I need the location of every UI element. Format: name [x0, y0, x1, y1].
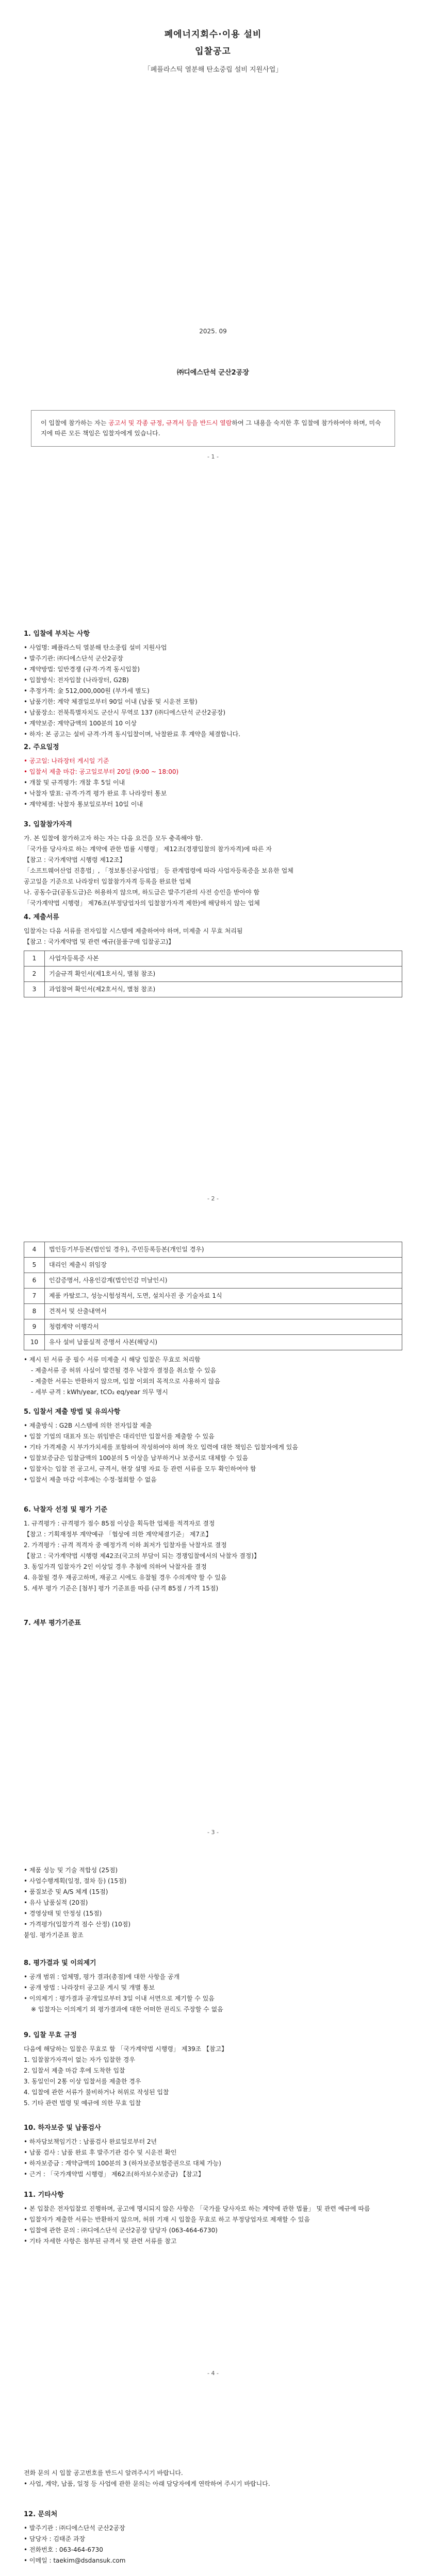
notice-text-after: 하여 그 내용을 숙지한 후 입찰에 참가하여야 하며, 미숙지에 따른 모든 책임은 입찰자에게 있습니다.: [41, 419, 381, 437]
table-cell-item: 대리인 제출시 위임장: [45, 1258, 402, 1273]
notice-text-before: 이 입찰에 참가하는 자는: [41, 419, 109, 427]
text-line: • 입찰방식: 전자입찰 (나라장터, G2B): [24, 676, 129, 684]
text-line: 1. 규격평가 : 규격평가 점수 85점 이상을 획득한 업체를 적격자로 결정: [24, 1519, 215, 1527]
text-line: • 하자: 본 공고는 설비 규격·가격 동시입찰이며, 낙찰완료 후 계약을 체결합니다.: [24, 730, 241, 738]
text-line: 붙임. 평가기준표 참조: [24, 1931, 84, 1939]
doc-subtitle: 「폐플라스틱 열분해 탄소중립 설비 지원사업」: [143, 66, 283, 74]
text-line: • 공개 범위 : 업체명, 평가 결과(총점)에 대한 사항을 공개: [24, 1973, 180, 1980]
table-cell-item: 과업참여 확인서(제2호서식, 별첨 참조): [45, 981, 402, 997]
section-heading: 1. 입찰에 부치는 사항: [24, 630, 90, 638]
table-cell-no: 6: [24, 1273, 45, 1289]
table-cell-no: 4: [24, 1242, 45, 1258]
title-block: [0, 27, 426, 74]
text-line: • 발주기관: ㈜디에스단석 군산2공장: [24, 654, 123, 662]
text-line: • 본 입찰은 전자입찰로 진행하며, 공고에 명시되지 않은 사항은 「국가를 당사자로 하는 계약에 관한 법률」 및 관련 예규에 따름: [24, 2205, 370, 2212]
section-heading: 7. 세부 평가기준표: [24, 1619, 81, 1627]
text-line: • 사업, 계약, 납품, 일정 등 사업에 관한 문의는 아래 담당자에게 연락하여 주시기 바랍니다.: [24, 2480, 270, 2487]
doc-date: 2025. 09: [199, 328, 227, 335]
doc-table-1: [24, 951, 402, 997]
text-line: 「국가를 당사자로 하는 계약에 관한 법률 시행령」 제12조(경쟁입찰의 참가자격)에 따른 자: [24, 845, 272, 853]
section-4: [24, 912, 402, 997]
section-2: [24, 742, 402, 810]
table-cell-item: 기술규격 확인서(제1호서식, 별첨 참조): [45, 966, 402, 981]
text-line: - 제출한 서류는 반환하지 않으며, 입찰 이외의 목적으로 사용하지 않음: [31, 1378, 221, 1385]
section-5: [24, 1406, 402, 1485]
text-line: • 유사 납품실적 (20점): [24, 1899, 88, 1906]
section-4-cont: [24, 1242, 402, 1398]
table-cell-no: 2: [24, 966, 45, 981]
table-row: [24, 951, 402, 966]
text-line: • 품질보증 및 A/S 체계 (15점): [24, 1888, 108, 1895]
doc-title-line2: 입찰공고: [195, 46, 231, 57]
text-line: - 제출서류 중 허위 사실이 발견될 경우 낙찰자 결정을 취소할 수 있음: [31, 1367, 217, 1374]
text-line: • 입찰서 제출 마감 이후에는 수정·철회할 수 없음: [24, 1476, 157, 1483]
table-cell-item: 청렴계약 이행각서: [45, 1319, 402, 1335]
table-row: [24, 1289, 402, 1304]
text-line: 다음에 해당하는 입찰은 무효로 함 「국가계약법 시행령」 제39조 【참고】: [24, 2045, 228, 2053]
text-line: • 계약방법: 일반경쟁 (규격·가격 동시입찰): [24, 665, 140, 673]
page-number: - 1 -: [207, 453, 219, 460]
section-9: [24, 2030, 402, 2109]
text-line: • 하자담보책임기간 : 납품검사 완료일로부터 2년: [24, 2138, 157, 2145]
text-line: • 전화번호 : 063-464-6730: [24, 2546, 103, 2553]
issuing-org: ㈜디에스단석 군산2공장: [177, 369, 249, 377]
doc-title-line1: 폐에너지회수·이용 설비: [164, 29, 262, 40]
text-line: 「소프트웨어산업 진흥법」, 「정보통신공사업법」 등 관계법령에 따라 사업자등록증을 보유한 업체: [24, 867, 293, 874]
table-cell-item: 견적서 및 산출내역서: [45, 1304, 402, 1319]
page-4: [0, 1855, 426, 2452]
table-row: [24, 1242, 402, 1258]
text-line: • 경영상태 및 안정성 (15점): [24, 1910, 102, 1917]
text-line: 5. 세부 평가 기준은 [첨부] 평가 기준표를 따름 (규격 85점 / 가격 15점): [24, 1584, 219, 1592]
text-line: • 납품기한: 계약 체결일로부터 90일 이내 (납품 및 시운전 포함): [24, 698, 198, 705]
text-line: 【참고 : 국가계약법 시행령 제12조】: [24, 856, 126, 863]
page-2: [0, 618, 426, 1221]
table-row: [24, 1335, 402, 1350]
text-line: - 세부 규격 : kWh/year, tCO₂ eq/year 의무 명시: [31, 1388, 168, 1396]
text-line: 3. 동일가격 입찰자가 2인 이상일 경우 추첨에 의하여 낙찰자를 결정: [24, 1563, 207, 1570]
text-line: • 입찰자는 입찰 전 공고서, 규격서, 현장 설명 자료 등 관련 서류를 모두 확인하여야 함: [24, 1465, 256, 1472]
section-heading: 2. 주요일정: [24, 743, 59, 751]
text-line: 3. 동일인이 2통 이상 입찰서를 제출한 경우: [24, 2077, 141, 2085]
table-cell-no: 5: [24, 1258, 45, 1273]
text-line: • 낙찰자 발표: 규격·가격 평가 완료 후 나라장터 통보: [24, 789, 167, 797]
section-7-heading: [24, 1618, 402, 1632]
text-line: 공고일을 기준으로 나라장터 입찰참가자격 등록을 완료한 업체: [24, 877, 191, 885]
page-number: - 4 -: [207, 2370, 219, 2377]
page-3: [0, 1236, 426, 1844]
section-heading: 12. 문의처: [24, 2511, 58, 2518]
page-1: [0, 0, 426, 613]
section-6: [24, 1504, 402, 1594]
text-line: • 입찰자가 제출한 서류는 반환하지 않으며, 허위 기재 시 입찰을 무효로 하고 부정당업자로 제재할 수 있음: [24, 2215, 310, 2223]
text-line: 2. 입찰서 제출 마감 후에 도착한 입찰: [24, 2066, 125, 2074]
text-line: 【참고 : 기획재정부 계약예규 「협상에 의한 계약체결기준」 제7조】: [24, 1530, 212, 1538]
text-line: ※ 입찰자는 이의제기 외 평가결과에 대한 어떠한 권리도 주장할 수 없음: [31, 2005, 223, 2013]
doc-table-2: [24, 1242, 402, 1350]
table-cell-no: 7: [24, 1289, 45, 1304]
text-line: • 공개 방법 : 나라장터 공고문 게시 및 개별 통보: [24, 1984, 155, 1991]
text-line: • 사업수행계획(일정, 절차 등) (15점): [24, 1877, 127, 1885]
table-cell-no: 8: [24, 1304, 45, 1319]
text-line: • 기타 자세한 사항은 첨부된 규격서 및 관련 서류를 참고: [24, 2237, 177, 2245]
text-line: • 입찰보증금은 입찰금액의 100분의 5 이상을 납부하거나 보증서로 대체할 수 있음: [24, 1454, 249, 1462]
table-cell-item: 제품 카탈로그, 성능시험성적서, 도면, 설치사진 중 기술자료 1식: [45, 1289, 402, 1304]
text-line: • 납품장소: 전북특별자치도 군산시 무역로 137 (㈜디에스단석 군산2공장): [24, 708, 226, 716]
text-line: • 하자보증금 : 계약금액의 100분의 3 (하자보증보험증권으로 대체 가능): [24, 2159, 221, 2167]
table-row: [24, 1304, 402, 1319]
text-line: • 계약보증: 계약금액의 100분의 10 이상: [24, 719, 137, 727]
text-line: • 담당자 : 김태준 과장: [24, 2535, 86, 2543]
text-line: • 제시 된 서류 중 필수 서류 미제출 시 해당 입찰은 무효로 처리함: [24, 1356, 201, 1363]
table-cell-no: 10: [24, 1335, 45, 1350]
section-11: [24, 2190, 402, 2247]
text-line: 【참고 : 국가계약법 및 관련 예규(물품구매 입찰공고)】: [24, 938, 175, 945]
table-cell-no: 9: [24, 1319, 45, 1335]
section-3: [24, 819, 402, 909]
section-heading: 4. 제출서류: [24, 913, 59, 921]
section-heading: 6. 낙찰자 선정 및 평가 기준: [24, 1506, 108, 1514]
section-heading: 9. 입찰 무효 규정: [24, 2031, 77, 2039]
section-12: [24, 2509, 402, 2566]
section-7: [24, 1865, 402, 1941]
section-8: [24, 1958, 402, 2015]
text-line: 입찰자는 다음 서류를 전자입찰 시스템에 제출하여야 하며, 미제출 시 무효 처리됨: [24, 927, 243, 935]
table-row: [24, 1319, 402, 1335]
text-line: • 기타 가격제출 시 부가가치세를 포함하여 작성하여야 하며 착오 입력에 대한 책임은 입찰자에게 있음: [24, 1443, 298, 1451]
table-cell-no: 1: [24, 951, 45, 966]
section-heading: 10. 하자보증 및 납품검사: [24, 2124, 101, 2132]
text-line: • 이메일 : taekim@dsdansuk.com: [24, 2556, 126, 2564]
section-heading: 11. 기타사항: [24, 2191, 64, 2199]
text-line: • 가격평가(입찰가격 점수 산정) (10점): [24, 1921, 131, 1928]
table-cell-no: 3: [24, 981, 45, 997]
section-10: [24, 2123, 402, 2180]
notice-highlight: 공고서 및 각종 규정, 규격서 등을 반드시 열람: [108, 419, 232, 427]
text-line-red: • 공고일: 나라장터 게시일 기준: [24, 757, 109, 765]
text-line: 4. 유찰될 경우 재공고하며, 재공고 시에도 유찰될 경우 수의계약 할 수 있음: [24, 1573, 227, 1581]
page-5: [0, 2463, 426, 2576]
section-heading: 5. 입찰서 제출 방법 및 유의사항: [24, 1408, 121, 1416]
text-line: • 근거 : 「국가계약법 시행령」 제62조(하자보수보증금) 【참고】: [24, 2170, 205, 2178]
table-cell-item: 사업자등록증 사본: [45, 951, 402, 966]
text-line: • 제품 성능 및 기술 적합성 (25점): [24, 1867, 118, 1874]
table-cell-item: 유사 설비 납품실적 증명서 사본(해당시): [45, 1335, 402, 1350]
section-heading: 3. 입찰참가자격: [24, 821, 72, 828]
text-line: 나. 공동수급(공동도급)은 허용하지 않으며, 하도급은 발주기관의 사전 승인을 받아야 함: [24, 888, 260, 896]
table-row: [24, 1273, 402, 1289]
section-1: [24, 629, 402, 740]
table-row: [24, 981, 402, 997]
text-line: • 추정가격: 金 512,000,000원 (부가세 별도): [24, 687, 150, 694]
text-line: • 입찰 기업의 대표자 또는 위임받은 대리인만 입찰서를 제출할 수 있음: [24, 1432, 215, 1440]
text-line: • 납품 검사 : 납품 완료 후 발주기관 검수 및 시운전 확인: [24, 2148, 177, 2156]
text-line: 「국가계약법 시행령」 제76조(부정당업자의 입찰참가자격 제한)에 해당하지 않는 업체: [24, 899, 260, 907]
text-line: • 발주기관 : ㈜디에스단석 군산2공장: [24, 2524, 125, 2532]
page-number: - 2 -: [207, 1195, 219, 1202]
text-line: • 입찰에 관한 문의 : ㈜디에스단석 군산2공장 담당자 (063-464-6730): [24, 2226, 218, 2234]
text-line: • 이의제기 : 평가결과 공개일로부터 3일 이내 서면으로 제기할 수 있음: [24, 1994, 215, 2002]
text-line: • 계약체결: 낙찰자 통보일로부터 10일 이내: [24, 800, 143, 808]
table-cell-item: 법인등기부등본(법인일 경우), 주민등록등본(개인일 경우): [45, 1242, 402, 1258]
text-line: 【참고 : 국가계약법 시행령 제42조(국고의 부담이 되는 경쟁입찰에서의 낙찰자 결정)】: [24, 1552, 260, 1560]
text-line: 가. 본 입찰에 참가하고자 하는 자는 다음 요건을 모두 충족해야 함.: [24, 834, 203, 842]
page-number: - 3 -: [207, 1829, 219, 1836]
table-cell-item: 인감증명서, 사용인감계(법인인감 미날인시): [45, 1273, 402, 1289]
text-line: • 사업명: 폐플라스틱 열분해 탄소중립 설비 지원사업: [24, 643, 167, 651]
text-line: • 제출방식 : G2B 시스템에 의한 전자입찰 제출: [24, 1421, 152, 1429]
text-line: 2. 가격평가 : 규격 적격자 중 예정가격 이하 최저가 입찰자를 낙찰자로 결정: [24, 1541, 227, 1549]
notice-box: [31, 410, 395, 447]
text-line: 1. 입찰참가자격이 없는 자가 입찰한 경우: [24, 2056, 135, 2063]
section-heading: 8. 평가결과 및 이의제기: [24, 1959, 96, 1967]
text-line-red: • 입찰서 제출 마감: 공고일로부터 20일 (9:00 ~ 18:00): [24, 768, 179, 775]
text-line: 전화 문의 시 입찰 공고번호를 반드시 알려주시기 바랍니다.: [24, 2469, 183, 2477]
text-line: • 개찰 및 규격평가: 개찰 후 5일 이내: [24, 778, 125, 786]
section-11-cont: [24, 2468, 402, 2489]
text-line: 4. 입찰에 관한 서류가 불비하거나 허위로 작성된 입찰: [24, 2088, 169, 2096]
table-row: [24, 966, 402, 981]
text-line: 5. 기타 관련 법령 및 예규에 의한 무효 입찰: [24, 2099, 141, 2107]
table-row: [24, 1258, 402, 1273]
